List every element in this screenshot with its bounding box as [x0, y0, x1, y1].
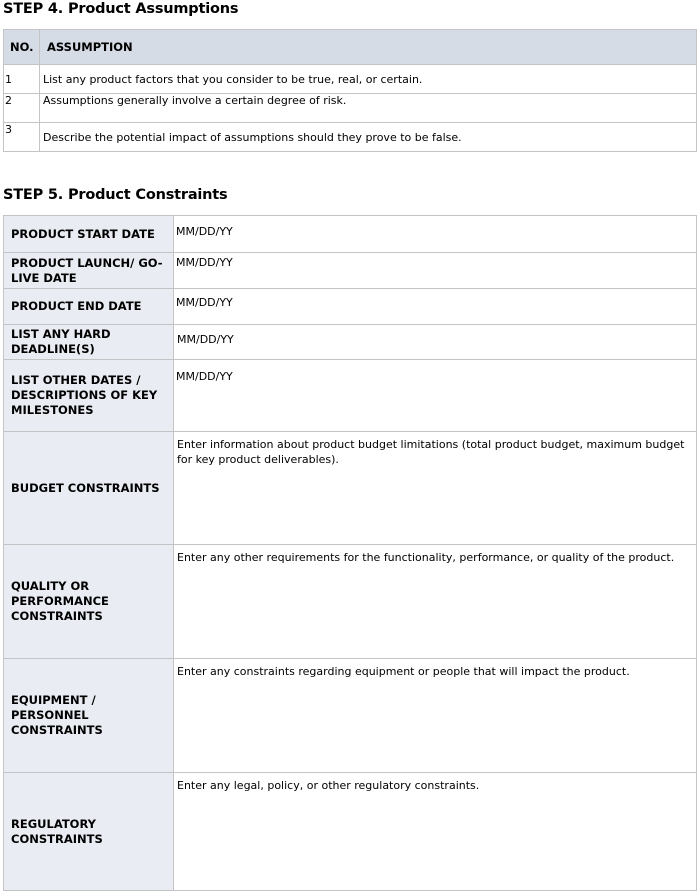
column-header-assumption: ASSUMPTION [40, 30, 697, 65]
assumption-text[interactable]: Describe the potential impact of assumptions should they prove to be false. [40, 123, 697, 152]
table-row [4, 216, 697, 253]
quality-constraints-label: QUALITY OR PERFORMANCE CONSTRAINTS [4, 545, 174, 659]
equipment-constraints-value[interactable]: Enter any constraints regarding equipment or people that will impact the product. [174, 659, 697, 773]
assumption-number: 2 [4, 94, 40, 123]
assumptions-header-row [4, 30, 697, 65]
end-date-value[interactable]: MM/DD/YY [174, 289, 697, 325]
table-row [4, 659, 697, 773]
assumption-number: 3 [4, 123, 40, 152]
assumption-text[interactable]: Assumptions generally involve a certain degree of risk. [40, 94, 697, 123]
quality-constraints-value[interactable]: Enter any other requirements for the functionality, performance, or quality of the product. [174, 545, 697, 659]
table-row [4, 360, 697, 432]
table-row [4, 253, 697, 289]
start-date-label: PRODUCT START DATE [4, 216, 174, 253]
table-row [4, 432, 697, 545]
launch-date-label: PRODUCT LAUNCH/ GO-LIVE DATE [4, 253, 174, 289]
table-row [4, 773, 697, 891]
step4-heading: STEP 4. Product Assumptions [3, 1, 239, 17]
budget-constraints-value[interactable]: Enter information about product budget limitations (total product budget, maximum budget for key product deliverables). [174, 432, 697, 545]
constraints-table [3, 215, 697, 891]
table-row [4, 65, 697, 94]
column-header-no: NO. [4, 30, 40, 65]
launch-date-value[interactable]: MM/DD/YY [174, 253, 697, 289]
milestones-value[interactable]: MM/DD/YY [174, 360, 697, 432]
table-row [4, 94, 697, 123]
equipment-constraints-label: EQUIPMENT / PERSONNEL CONSTRAINTS [4, 659, 174, 773]
regulatory-constraints-label: REGULATORY CONSTRAINTS [4, 773, 174, 891]
hard-deadlines-label: LIST ANY HARD DEADLINE(S) [4, 325, 174, 360]
table-row [4, 123, 697, 152]
budget-constraints-label: BUDGET CONSTRAINTS [4, 432, 174, 545]
table-row [4, 325, 697, 360]
start-date-value[interactable]: MM/DD/YY [174, 216, 697, 253]
step5-heading: STEP 5. Product Constraints [3, 187, 228, 203]
assumption-number: 1 [4, 65, 40, 94]
milestones-label: LIST OTHER DATES / DESCRIPTIONS OF KEY MILESTONES [4, 360, 174, 432]
table-row [4, 289, 697, 325]
end-date-label: PRODUCT END DATE [4, 289, 174, 325]
regulatory-constraints-value[interactable]: Enter any legal, policy, or other regulatory constraints. [174, 773, 697, 891]
assumptions-table [3, 29, 697, 152]
assumption-text[interactable]: List any product factors that you consider to be true, real, or certain. [40, 65, 697, 94]
hard-deadlines-value[interactable]: MM/DD/YY [174, 325, 697, 360]
table-row [4, 545, 697, 659]
